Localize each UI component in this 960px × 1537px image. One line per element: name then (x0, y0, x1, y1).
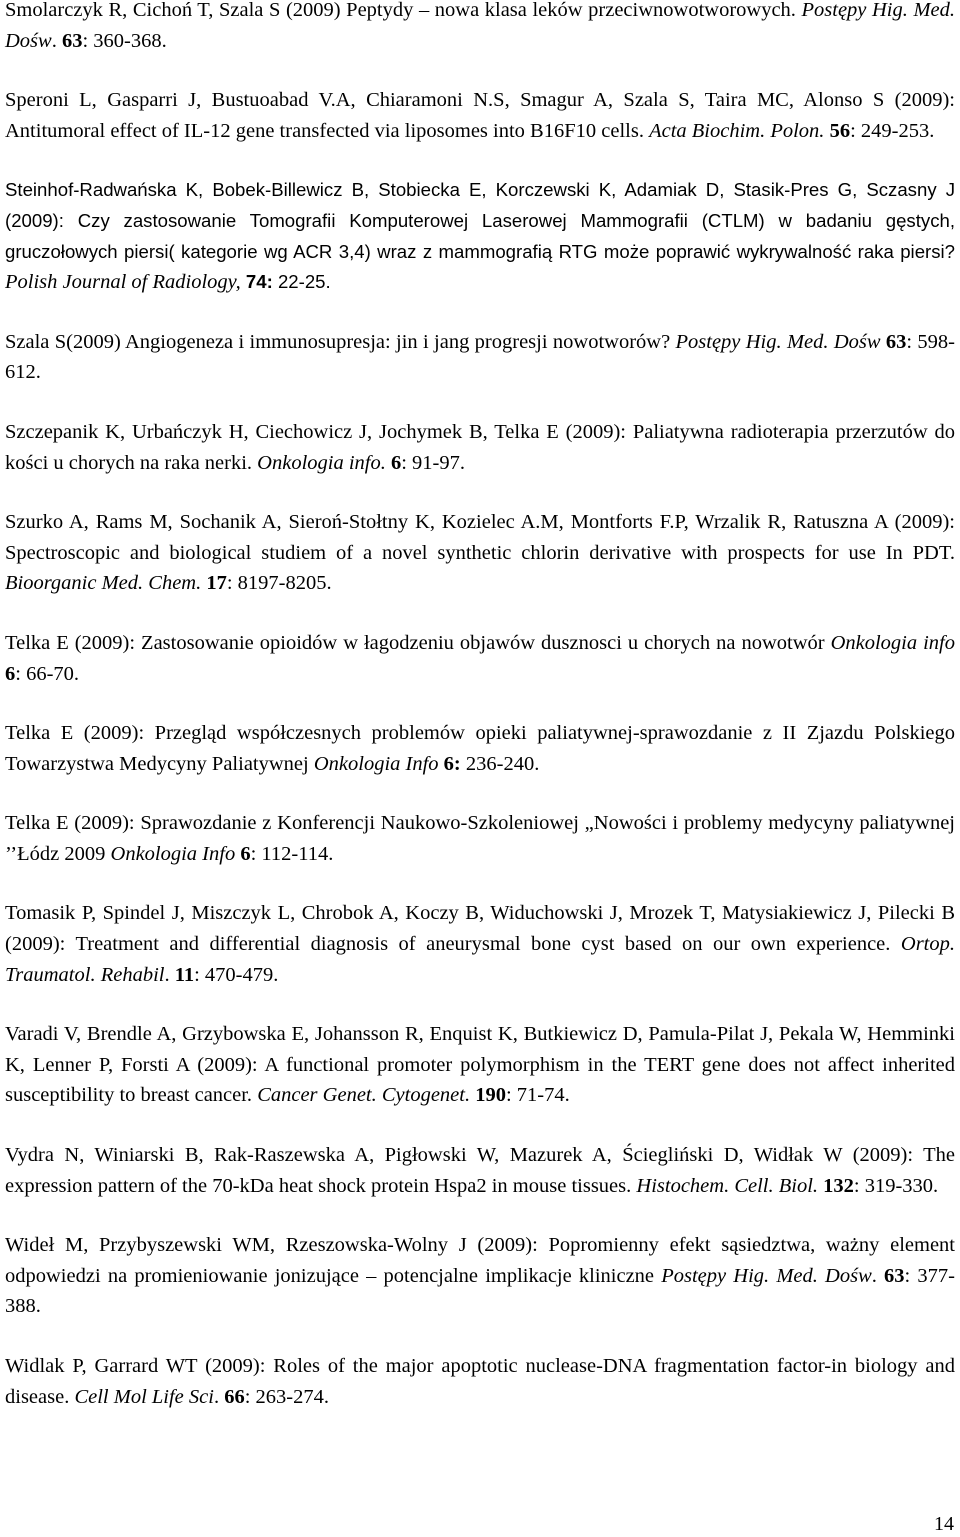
journal-title: Postępy Hig. Med. Dośw (675, 330, 881, 353)
reference-text: Szala S(2009) Angiogeneza i immunosupresja: jin i jang progresji nowotworów? (5, 330, 676, 353)
reference-text: : 360-368. (82, 29, 167, 52)
reference-text: Telka E (2009): Zastosowanie opioidów w łagodzeniu objawów dusznosci u chorych na nowotwór (5, 631, 831, 654)
page-number: 14 (934, 1513, 954, 1535)
journal-title: Onkologia info (830, 631, 955, 654)
reference-text: Wideł M, Przybyszewski WM, Rzeszowska-Wolny J (2009): Popromienny efekt sąsiedztwa, ważny element odpowiedzi na promieniowanie jonizujące – potencjalne implikacje kliniczne (5, 1234, 955, 1287)
reference-text: Varadi V, Brendle A, Grzybowska E, Johansson R, Enquist K, Butkiewicz D, Pamula-Pilat J, Pekala W, Hemminki K, Lenner P, Forsti A (2009): A functional promoter polymorphism in the TERT gene does not affect inherited susceptibility to breast cancer. (5, 1023, 955, 1107)
journal-title: Ortop. Traumatol. Rehabil (5, 933, 955, 986)
reference-text: Widlak P, Garrard WT (2009): Roles of the major apoptotic nuclease-DNA fragmentation factor-in biology and disease. (5, 1355, 955, 1408)
reference-text: . (164, 963, 175, 986)
journal-title: Polish Journal of Radiology, (5, 271, 241, 294)
volume-number: 74: (245, 271, 273, 293)
journal-title: Cancer Genet. Cytogenet. (257, 1084, 471, 1107)
journal-title: Bioorganic Med. Chem. (5, 572, 202, 595)
reference-entry (5, 718, 955, 779)
reference-entry (5, 327, 955, 388)
journal-title: Postępy Hig. Med. Dośw (661, 1264, 872, 1287)
reference-entry (5, 1019, 955, 1111)
reference-text: Speroni L, Gasparri J, Bustuoabad V.A, Chiaramoni N.S, Smagur A, Szala S, Taira MC, Alonso S (2009): Antitumoral effect of IL-12 gene transfected via liposomes into B16F10 cells. (5, 89, 955, 142)
reference-text: : 71-74. (505, 1084, 570, 1107)
reference-text: : 319-330. (853, 1174, 939, 1197)
journal-title: Acta Biochim. Polon. (649, 119, 825, 142)
volume-number: 6 (5, 662, 16, 685)
reference-entry (5, 507, 955, 599)
reference-text: Steinhof-Radwańska K, Bobek-Billewicz B, Stobiecka E, Korczewski K, Adamiak D, Stasik-Pres G, Sczasny J (2009): Czy zastosowanie Tomografii Komputerowej Laserowej Mammografii (CTLM) w badaniu gęstych, gruczołowych piersi( kategorie wg ACR 3,4) wraz z mammografią RTG może poprawić wykrywalność raka piersi? (5, 179, 955, 262)
reference-text: . (871, 1264, 885, 1287)
volume-number: 63 (884, 1264, 905, 1287)
reference-text: : 263-274. (244, 1385, 329, 1408)
reference-text: Szczepanik K, Urbańczyk H, Ciechowicz J, Jochymek B, Telka E (2009): Paliatywna radioterapia przerzutów do kości u chorych na raka nerki. (5, 420, 955, 474)
reference-text: : 8197-8205. (226, 572, 332, 595)
reference-text: : 598-612. (5, 330, 955, 384)
journal-title: Onkologia info. (257, 451, 386, 474)
volume-number: 63 (61, 29, 83, 52)
journal-title: Histochem. Cell. Biol. (636, 1174, 819, 1197)
reference-text: Smolarczyk R, Cichoń T, Szala S (2009) Peptydy – nowa klasa leków przeciwnowotworowych. (5, 0, 802, 21)
reference-entry (5, 1140, 955, 1201)
volume-number: 190 (475, 1084, 506, 1107)
volume-number: 11 (174, 963, 195, 986)
reference-text: : 112-114. (250, 842, 334, 865)
journal-title: Postępy Hig. Med. Dośw (5, 0, 955, 52)
reference-text: . (51, 29, 62, 52)
reference-text: : 470-479. (194, 963, 279, 986)
reference-text: 236-240. (460, 752, 540, 775)
reference-entry (5, 898, 955, 990)
reference-entry (5, 85, 955, 146)
volume-number: 63 (885, 330, 907, 353)
reference-text: . (213, 1385, 225, 1408)
volume-number: 132 (823, 1174, 854, 1197)
reference-entry (5, 175, 955, 297)
journal-title: Onkologia Info (110, 842, 236, 865)
reference-entry (5, 808, 955, 869)
reference-list (5, 0, 955, 1441)
volume-number: 66 (224, 1385, 245, 1408)
reference-entry (5, 0, 955, 56)
journal-title: Cell Mol Life Sci (74, 1385, 214, 1408)
reference-text: : 249-253. (850, 119, 935, 142)
volume-number: 56 (829, 119, 851, 142)
reference-text: : 377-388. (5, 1264, 955, 1318)
reference-text: Tomasik P, Spindel J, Miszczyk L, Chrobok A, Koczy B, Widuchowski J, Mrozek T, Matysiakiewicz J, Pilecki B (2009): Treatment and differential diagnosis of aneurysmal bone cyst based on our own experience. (5, 902, 955, 956)
reference-text: Telka E (2009): Przegląd współczesnych problemów opieki paliatywnej-sprawozdanie z II Zjazdu Polskiego Towarzystwa Medycyny Paliatywnej (5, 722, 955, 775)
reference-text: Vydra N, Winiarski B, Rak-Raszewska A, Pigłowski W, Mazurek A, Ściegliński D, Widłak W (2009): The expression pattern of the 70-kDa heat shock protein Hspa2 in mouse tissues. (5, 1144, 955, 1197)
volume-number: 6 (390, 451, 402, 474)
reference-text: 22-25. (272, 271, 331, 293)
reference-entry (5, 628, 955, 689)
reference-entry (5, 1351, 955, 1412)
reference-text: Telka E (2009): Sprawozdanie z Konferencji Naukowo-Szkoleniowej „Nowości i problemy medycyny paliatywnej ’’Łódz 2009 (5, 812, 955, 865)
volume-number: 6: (443, 752, 461, 775)
volume-number: 17 (206, 572, 227, 595)
journal-title: Onkologia Info (313, 752, 439, 775)
reference-text: Szurko A, Rams M, Sochanik A, Sieroń-Stołtny K, Kozielec A.M, Montforts F.P, Wrzalik R, Ratuszna A (2009): Spectroscopic and biological studiem of a novel synthetic chlorin derivative with prospects for use In PDT. (5, 511, 955, 564)
reference-text: : 91-97. (401, 451, 466, 474)
reference-entry (5, 1230, 955, 1322)
volume-number: 6 (240, 842, 251, 865)
reference-text: : 66-70. (15, 662, 80, 685)
reference-entry (5, 417, 955, 478)
